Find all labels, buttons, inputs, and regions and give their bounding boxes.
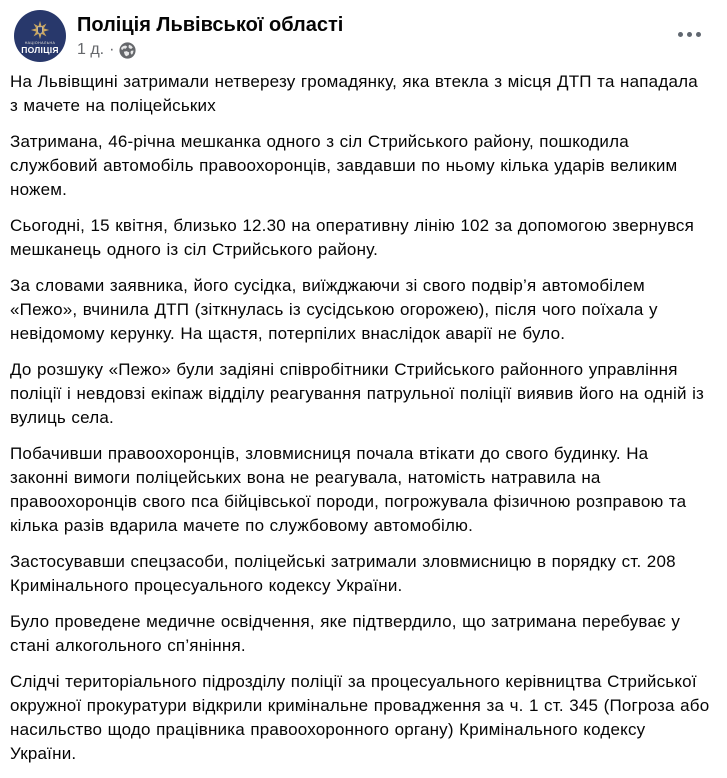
police-badge-icon bbox=[30, 20, 50, 40]
post-paragraph: Затримана, 46-річна мешканка одного з сіл Стрийського району, пошкодила службовий автомобіль правоохоронців, завдавши по ньому кілька ударів великим ножем. bbox=[10, 132, 678, 199]
post-timestamp[interactable]: 1 д. bbox=[77, 41, 105, 58]
post-options-button[interactable] bbox=[671, 22, 707, 46]
post-meta-row bbox=[77, 40, 343, 60]
post-paragraph: Слідчі територіального підрозділу поліції за процесуального керівництва Стрийської окружної прокуратури відкрили кримінальне провадження за ч. 1 ст. 345 (Погроза або насильство щодо працівника правоохоронного органу) Кримінального кодексу України. bbox=[10, 672, 710, 763]
page-name-link[interactable]: Поліція Львівської області bbox=[77, 14, 344, 36]
ellipsis-icon bbox=[696, 32, 701, 37]
avatar-text-large: ПОЛІЦІЯ bbox=[21, 44, 59, 55]
ellipsis-icon bbox=[687, 32, 692, 37]
globe-public-icon bbox=[119, 42, 136, 59]
post-paragraph: За словами заявника, його сусідка, виїжджаючи зі свого подвір’я автомобілем «Пежо», вчинила ДТП (зіткнулась із сусідською огорожею), після чого поїхала у невідомому керунку. На щастя, потерпілих внаслідок аварії не було. bbox=[10, 276, 658, 343]
post-body bbox=[0, 66, 727, 766]
post-paragraph: Сьогодні, 15 квітня, близько 12.30 на оперативну лінію 102 за допомогою звернувся мешканець одного із сіл Стрийського району. bbox=[10, 216, 694, 259]
post-paragraph: Застосувавши спецзасоби, поліцейські затримали зловмисницю в порядку ст. 208 Кримінального процесуального кодексу України. bbox=[10, 552, 676, 595]
header-text-block bbox=[77, 10, 343, 60]
meta-separator: · bbox=[109, 41, 115, 58]
post-paragraph: Побачивши правоохоронців, зловмисниця почала втікати до свого будинку. На законні вимоги поліцейських вона не реагувала, натомість натравила на правоохоронців свого пса бійцівської породи, погрожувала фізичною розправою та кілька разів вдарила мачете по службовому автомобілю. bbox=[10, 444, 687, 535]
post-header bbox=[0, 0, 727, 66]
ellipsis-icon bbox=[678, 32, 683, 37]
page-avatar[interactable] bbox=[14, 10, 66, 62]
post-paragraph: Було проведене медичне освідчення, яке підтвердило, що затримана перебуває у стані алкогольного сп’яніння. bbox=[10, 612, 681, 655]
post-paragraph: До розшуку «Пежо» були задіяні співробітники Стрийського районного управління поліції і невдовзі екіпаж відділу реагування патрульної поліції виявив його на одній із вулиць села. bbox=[10, 360, 705, 427]
avatar-text-small: НАЦІОНАЛЬНА bbox=[24, 40, 56, 45]
post-paragraph: На Львівщині затримали нетверезу громадянку, яка втекла з місця ДТП та нападала з мачете на поліцейських bbox=[10, 72, 698, 115]
